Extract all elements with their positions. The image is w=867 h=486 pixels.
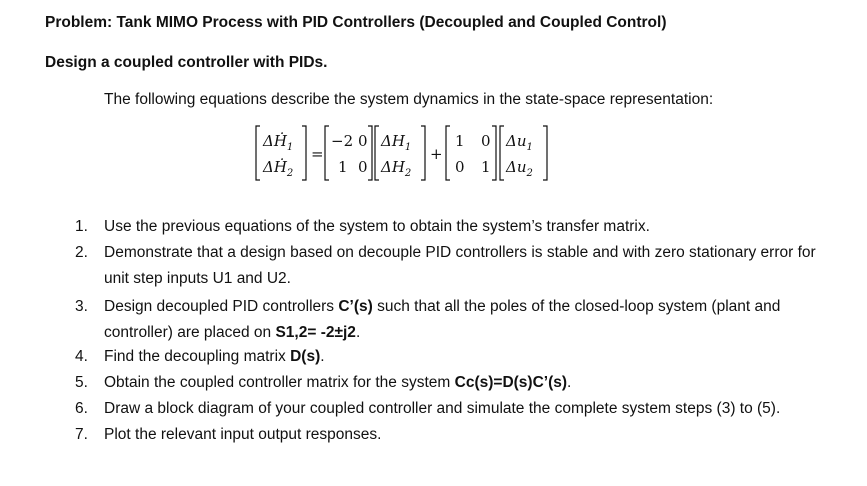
task-text: Use the previous equations of the system to obtain the system’s transfer matrix. [104, 218, 650, 235]
task-number: 6. [75, 400, 88, 417]
task-text-post: . [355, 324, 361, 341]
task-number: 2. [75, 244, 88, 261]
b-12: 0 [481, 132, 491, 150]
svg-text:ΔḢ1: ΔḢ$_1$ [263, 132, 294, 153]
task-item-3 [0, 294, 867, 346]
b-21: 0 [455, 158, 465, 176]
lhs-2: ΔḢ [263, 158, 287, 176]
task-text: Plot the relevant input output responses. [104, 426, 382, 443]
task-item-4 [0, 344, 867, 370]
problem-subtitle: Design a coupled controller with PIDs. [45, 54, 328, 71]
task-text-post: . [320, 348, 325, 365]
svg-text:ΔH2: $\Delta H_2$ [381, 158, 412, 179]
u-1: Δu [506, 132, 527, 150]
coupled-controller-symbol: Cc(s)=D(s)C’(s) [454, 374, 568, 391]
task-list [0, 214, 867, 448]
svg-text:Δu2: $\Delta u_2$ [506, 158, 533, 179]
pole-location: S1,2= -2±j2 [275, 324, 356, 341]
x-1: ΔH [381, 132, 405, 150]
intro-text: The following equations describe the system dynamics in the state-space representation: [104, 91, 714, 108]
task-text-mid: such that all the poles of the closed-loop system (plant and controller) are placed on [104, 298, 781, 341]
a-11: −2 [331, 132, 354, 150]
problem-title: Problem: Tank MIMO Process with PID Controllers (Decoupled and Coupled Control) [45, 14, 667, 31]
task-text-pre: Design decoupled PID controllers [104, 298, 339, 315]
task-number: 4. [75, 348, 88, 365]
task-text: Draw a block diagram of your coupled controller and simulate the complete system steps (3) to (5). [104, 400, 781, 417]
task-item-5 [0, 370, 867, 396]
task-number: 3. [75, 298, 88, 315]
b-11: 1 [455, 132, 465, 150]
plus-sign: + [430, 145, 443, 163]
task-number: 5. [75, 374, 88, 391]
task-item-1 [0, 214, 867, 240]
controller-symbol: C’(s) [338, 298, 373, 315]
task-number: 1. [75, 218, 88, 235]
equals-sign: = [311, 145, 324, 163]
a-12: 0 [358, 132, 368, 150]
svg-text:ΔH1: $\Delta H_1$ [381, 132, 412, 153]
task-item-6 [0, 396, 867, 422]
task-text-pre: Find the decoupling matrix [104, 348, 291, 365]
decoupling-matrix-symbol: D(s) [290, 348, 321, 365]
u-2: Δu [506, 158, 527, 176]
lhs-1: ΔḢ [263, 132, 287, 150]
a-21: 1 [338, 158, 348, 176]
svg-text:ΔḢ2: ΔḢ$_2$ [263, 158, 294, 179]
a-22: 0 [358, 158, 368, 176]
state-space-equation [255, 122, 615, 184]
task-text-post: . [567, 374, 572, 391]
task-number: 7. [75, 426, 88, 443]
x-2: ΔH [381, 158, 405, 176]
task-item-7 [0, 422, 867, 448]
task-item-2 [0, 240, 867, 292]
task-text-pre: Obtain the coupled controller matrix for the system [104, 374, 455, 391]
b-22: 1 [481, 158, 491, 176]
svg-text:Δu1: $\Delta u_1$ [506, 132, 533, 153]
task-text: Demonstrate that a design based on decouple PID controllers is stable and with zero stationary error for unit step inputs U1 and U2. [104, 244, 816, 287]
